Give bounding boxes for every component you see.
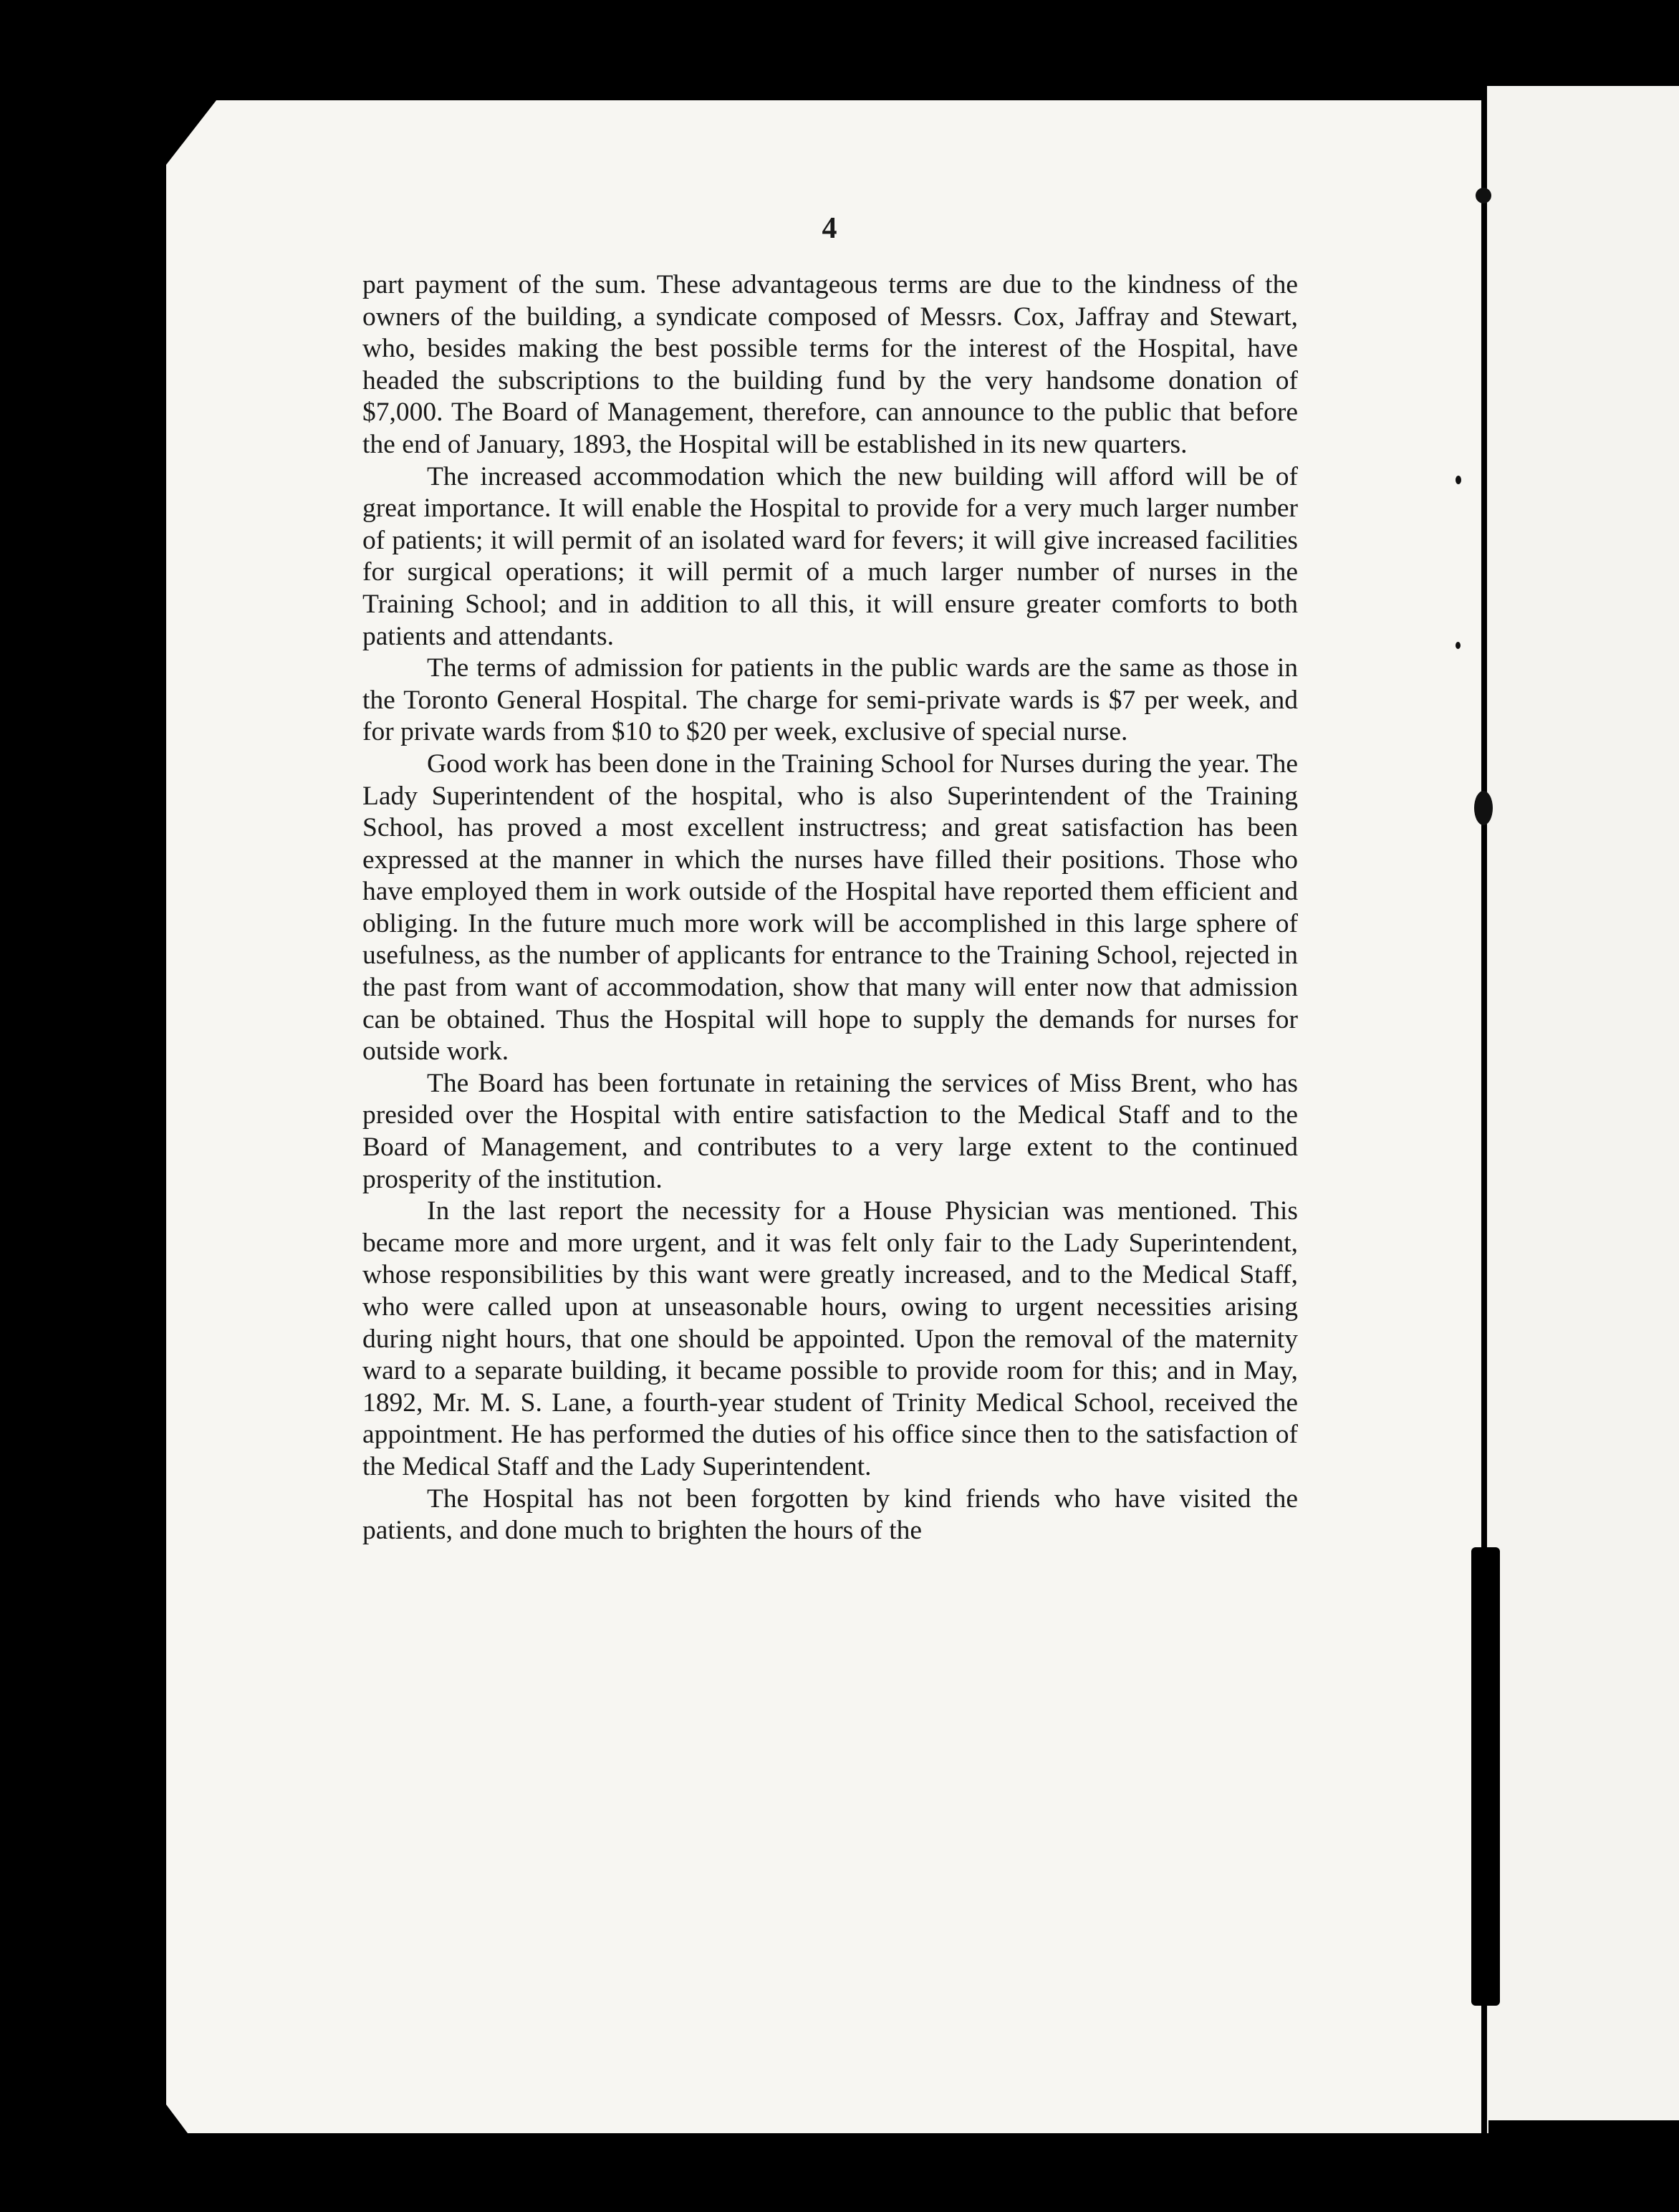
body-text bbox=[362, 269, 1298, 1547]
paragraph: The Hospital has not been forgotten by kind friends who have visited the patients, and done much to brighten the hours of the bbox=[362, 1484, 1298, 1546]
paragraph: In the last report the necessity for a House Physician was mentioned. This became more and more urgent, and it was felt only fair to the Lady Superintendent, whose responsibilities by this want were greatly increased, and to the Medical Staff, who were called upon at unseasonable hours, owing to urgent necessities arising during night hours, that one should be appointed. Upon the removal of the maternity ward to a separate building, it became possible to provide room for this; and in May, 1892, Mr. M. S. Lane, a fourth-year student of Trinity Medical School, received the appointment. He has performed the duties of his office since then to the satisfaction of the Medical Staff and the Lady Superintendent. bbox=[362, 1196, 1298, 1481]
paragraph: The Board has been fortunate in retaining the services of Miss Brent, who has presided over the Hospital with entire satisfaction to the Medical Staff and to the Board of Management, and contributes to a very large extent to the continued prosperity of the institution. bbox=[362, 1068, 1298, 1194]
spine-mark bbox=[1456, 476, 1461, 484]
spine-mark bbox=[1456, 642, 1461, 649]
binding-shadow bbox=[1471, 1547, 1500, 2006]
spine-mark bbox=[1474, 791, 1493, 825]
paragraph: Good work has been done in the Training School for Nurses during the year. The Lady Superintendent of the hospital, who is also Superintendent of the Training School, has proved a most excellent instructress; and great satisfaction has been expressed at the manner in which the nurses have filled their positions. Those who have employed them in work outside of the Hospital have reported them efficient and obliging. In the future much more work will be accomplished in this large sphere of usefulness, as the number of applicants for entrance to the Training School, rejected in the past from want of accommodation, show that many will enter now that admission can be obtained. Thus the Hospital will hope to supply the demands for nurses for outside work. bbox=[362, 749, 1298, 1067]
page-number: 4 bbox=[822, 212, 837, 245]
paragraph: part payment of the sum. These advantageous terms are due to the kindness of the owners of the building, a syndicate composed of Messrs. Cox, Jaffray and Stewart, who, besides making the best possible terms for the interest of the Hospital, have headed the subscriptions to the building fund by the very handsome donation of $7,000. The Board of Management, therefore, can announce to the public that before the end of January, 1893, the Hospital will be established in its new quarters. bbox=[362, 270, 1298, 459]
paragraph: The terms of admission for patients in the public wards are the same as those in the Toronto General Hospital. The charge for semi-private wards is $7 per week, and for private wards from $10 to $20 per week, exclusive of special nurse. bbox=[362, 653, 1298, 747]
spine-mark bbox=[1476, 188, 1491, 203]
paragraph: The increased accommodation which the new building will afford will be of great importance. It will enable the Hospital to provide for a very much larger number of patients; it will permit of an isolated ward for fevers; it will give increased facilities for surgical operations; it will permit of a much larger number of nurses in the Training School; and in addition to all this, it will ensure greater comforts to both patients and attendants. bbox=[362, 461, 1298, 651]
facing-page-edge bbox=[1487, 86, 1679, 2120]
